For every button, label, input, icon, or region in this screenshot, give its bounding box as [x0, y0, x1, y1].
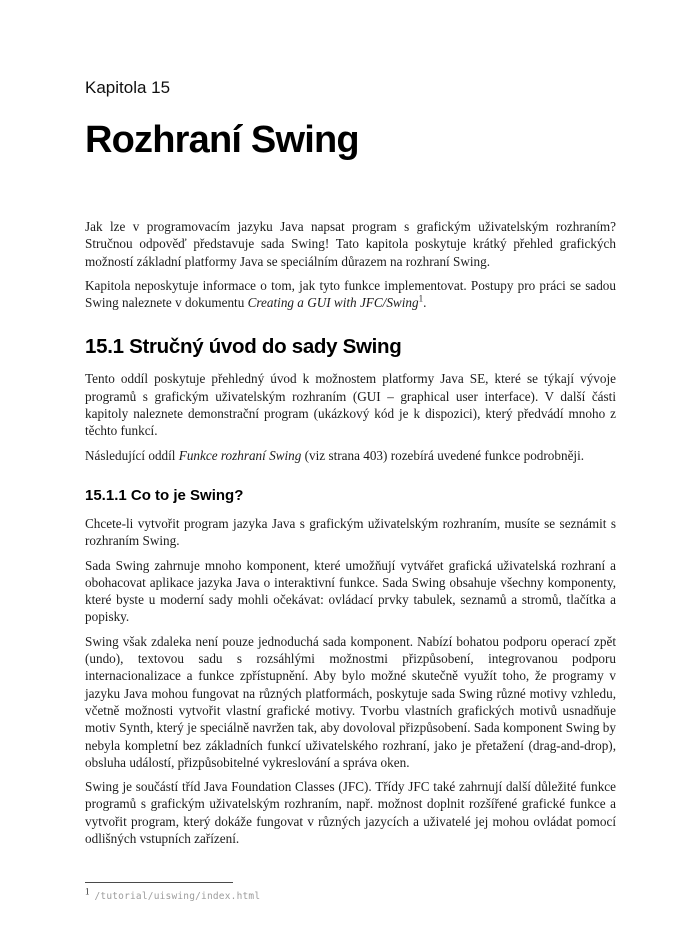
- text-segment: Jak lze v programovacím jazyku Java napsat program s grafickým uživatelským rozhraním? Stručnou odpověď představuje sada Swing! Tato kapitola poskytuje krátký přehled grafických možností základní platformy Java se speciálním důrazem na rozhraní Swing.: [85, 219, 616, 269]
- text-segment: .: [423, 295, 427, 311]
- text-segment: (viz strana 403) rozebírá uvedené funkce podrobněji.: [301, 447, 585, 463]
- chapter-label: Kapitola 15: [85, 78, 171, 97]
- paragraph-subsection-2: [85, 557, 616, 626]
- text-segment: Swing je součástí tříd Java Foundation Classes (JFC). Třídy JFC také zahrnují další důležité funkce programů s grafickým uživatelským rozhraním, např. možnost doplnit rozšířené grafické funkce a vytvořit program, který dokáže fungovat v různých jazycích a uživatelé jej mohou ovládat pomocí odlišných vstupních zařízení.: [85, 779, 616, 847]
- paragraph-intro-2: [85, 277, 616, 312]
- text-segment: Tento oddíl poskytuje přehledný úvod k možnostem platformy Java SE, které se týkají vývoje programů s grafickým uživatelským rozhraním (GUI – graphical user interface). V další části kapitoly naleznete demonstrační program (ukázkový kód je k dispozici), který předvádí mnoho z těchto funkcí.: [85, 371, 616, 439]
- intro-block: [85, 218, 616, 311]
- text-segment: Sada Swing zahrnuje mnoho komponent, které umožňují vytvářet grafická uživatelská rozhraní a obohacovat aplikace jazyka Java o interaktivní funkce. Sada Swing obsahuje všechny komponenty, které byste u moderní sady mohli očekávat: ovládací prvky tabulek, seznamů a stromů, tlačítka a popisky.: [85, 557, 616, 625]
- subsection-heading-15-1-1: 15.1.1 Co to je Swing?: [85, 486, 244, 504]
- text-segment: Následující oddíl: [85, 447, 179, 463]
- footnote-url-path: /tutorial/uiswing/index.html: [94, 891, 261, 902]
- footnote-reference: 1: [418, 293, 424, 304]
- footnote-area: [85, 882, 616, 902]
- footnote-number: 1: [85, 886, 90, 897]
- footnote-divider: [85, 882, 233, 883]
- chapter-title: Rozhraní Swing: [85, 119, 359, 161]
- section-heading-15-1: 15.1 Stručný úvod do sady Swing: [85, 335, 402, 359]
- paragraph-intro-1: [85, 218, 616, 270]
- footnote-text: [85, 886, 616, 902]
- paragraph-section-1: [85, 370, 616, 439]
- paragraph-section-2: [85, 447, 616, 464]
- paragraph-subsection-4: [85, 778, 616, 847]
- text-segment: Kapitola neposkytuje informace o tom, jak tyto funkce implementovat. Postupy pro práci se sadou Swing naleznete v dokumentu: [85, 277, 616, 311]
- text-segment: Swing však zdaleka není pouze jednoduchá sada komponent. Nabízí bohatou podporu operací zpět (undo), textovou sadu s rozsáhlými možnostmi přizpůsobení, integrovanou podporu internacionalizace a funkce zpřístupnění. Aby bylo možné skutečně využít toho, že programy v jazyku Java mohou fungovat na různých platformách, poskytuje sada Swing různé motivy vzhledu, včetně možnosti vytvořit vlastní grafické motivy. Tvorbu vlastních grafických motivů usnadňuje motiv Synth, který je speciálně navržen tak, aby dovoloval přizpůsobení. Sada komponent Swing by nebyla kompletní bez základních funkcí uživatelského rozhraní, jako je přetažení (drag-and-drop), obsluha událostí, přizpůsobitelné vykreslování a správa oken.: [85, 633, 616, 770]
- paragraph-subsection-3: [85, 633, 616, 771]
- text-segment: Chcete-li vytvořit program jazyka Java s grafickým uživatelským rozhraním, musíte se seznámit s rozhraním Swing.: [85, 515, 616, 549]
- section-ref-italic: Funkce rozhraní Swing: [178, 447, 302, 463]
- document-title-italic: Creating a GUI with JFC/Swing: [247, 295, 419, 311]
- paragraph-subsection-1: [85, 515, 616, 550]
